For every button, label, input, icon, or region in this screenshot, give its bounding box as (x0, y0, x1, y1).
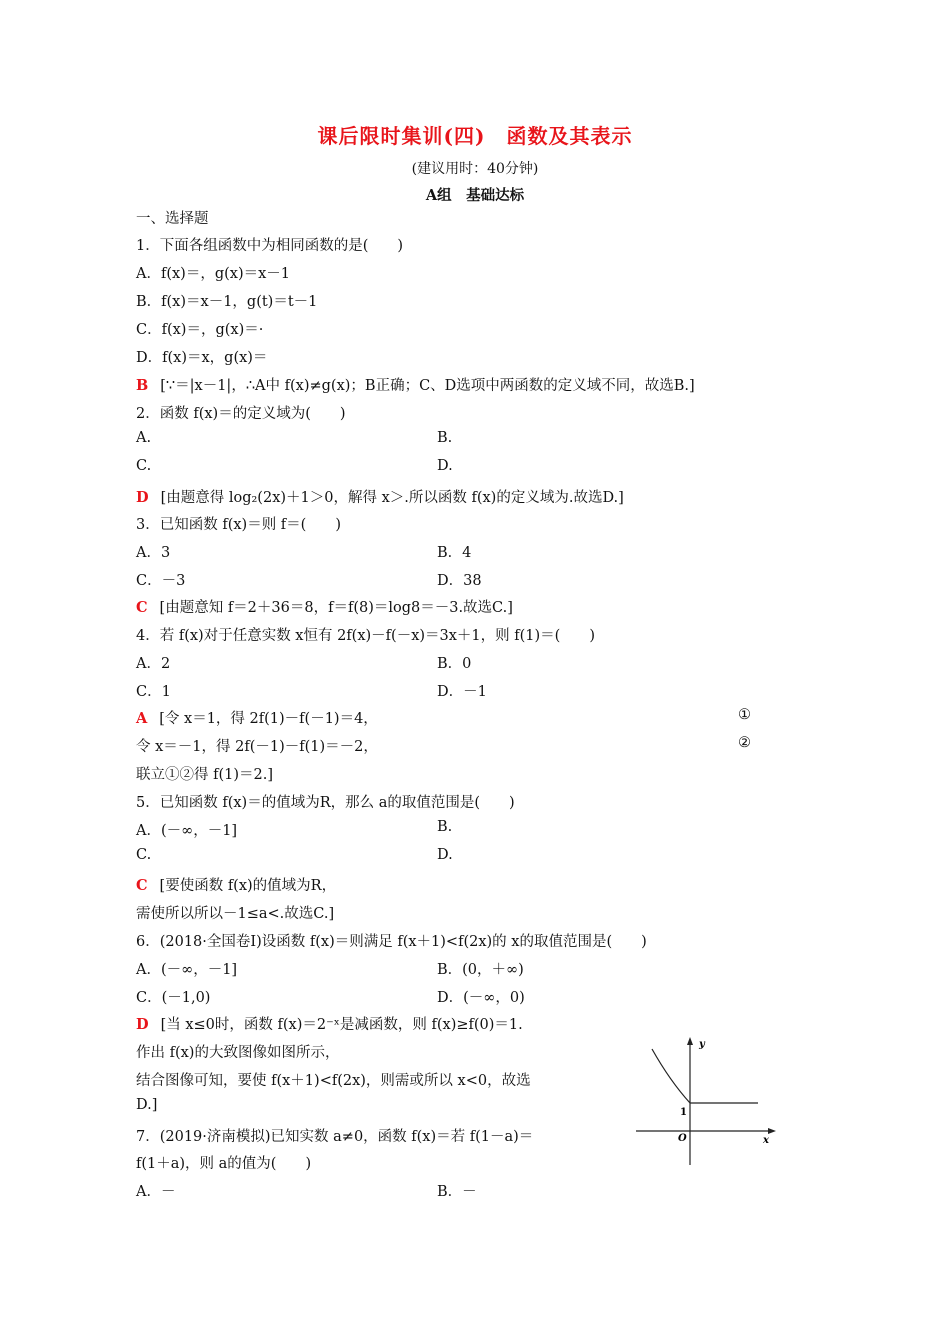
q6-stem: 6．(2018·全国卷Ⅰ)设函数 f(x)＝则满足 f(x＋1)<f(2x)的 x的取值范围是( ) (136, 934, 647, 950)
q6-option-d: D．(－∞，0) (437, 990, 525, 1006)
q3-answer-letter: C (136, 599, 148, 616)
q7-option-a: A．－ (136, 1184, 176, 1200)
function-graph (630, 1035, 780, 1170)
decreasing-curve (652, 1049, 690, 1103)
q3-answer-text: [由题意知 f＝2＋36＝8，f＝f(8)＝log8＝－3.故选C.] (159, 600, 513, 616)
origin-label: O (678, 1133, 687, 1144)
q4-answer-text-1: [令 x＝1，得 2f(1)－f(－1)＝4， (159, 711, 378, 727)
q3-option-a: A．3 (136, 545, 171, 561)
q1-answer (136, 374, 695, 395)
q5-answer-line-1 (136, 874, 336, 895)
q6-answer-line-2: 作出 f(x)的大致图像如图所示， (136, 1045, 340, 1061)
q5-option-a: A．(－∞，－1] (136, 823, 238, 839)
q6-option-c: C．(－1,0) (136, 990, 211, 1006)
q6-answer-line-1 (136, 1013, 523, 1034)
q1-option-b: B．f(x)＝x－1，g(t)＝t－1 (136, 294, 318, 310)
q7-stem-line-1: 7．(2019·济南模拟)已知实数 a≠0，函数 f(x)＝若 f(1－a)＝ (136, 1129, 534, 1145)
q3-option-c: C．－3 (136, 573, 186, 589)
q7-stem-line-2: f(1＋a)，则 a的值为( ) (136, 1156, 312, 1172)
q6-answer-line-4: D.] (136, 1097, 158, 1113)
q5-option-b: B. (437, 819, 453, 835)
q4-answer-line-1 (136, 707, 378, 728)
y-axis-arrow (687, 1037, 693, 1045)
q5-option-c: C. (136, 847, 152, 863)
group-heading: A组 基础达标 (425, 187, 525, 204)
q6-answer-line-3: 结合图像可知，要使 f(x＋1)<f(2x)，则需或所以 x<0，故选 (136, 1073, 531, 1089)
x-axis-arrow (768, 1128, 776, 1134)
y-axis-label: y (699, 1039, 705, 1050)
q5-answer-text-1: [要使函数 f(x)的值域为R， (159, 878, 337, 894)
q6-answer-text-1: [当 x≤0时，函数 f(x)＝2⁻ˣ是减函数，则 f(x)≥f(0)＝1. (160, 1017, 523, 1033)
q5-option-d: D. (437, 847, 453, 863)
q7-option-b: B．－ (437, 1184, 477, 1200)
q3-answer (136, 596, 513, 617)
q2-option-b: B. (437, 430, 453, 446)
x-axis-label: x (763, 1135, 769, 1146)
q6-option-a: A．(－∞，－1] (136, 962, 238, 978)
q2-option-d: D. (437, 458, 453, 474)
q2-stem: 2．函数 f(x)＝的定义域为( ) (136, 406, 346, 422)
q2-option-c: C. (136, 458, 152, 474)
q5-answer-letter: C (136, 877, 148, 894)
q4-option-b: B．0 (437, 656, 472, 672)
q2-answer-text: [由题意得 log₂(2x)＋1＞0，解得 x＞.所以函数 f(x)的定义域为.故选D.] (160, 490, 624, 506)
q3-option-b: B．4 (437, 545, 472, 561)
q1-answer-text: [∵＝|x－1|，∴A中 f(x)≠g(x)；B正确；C、D选项中两函数的定义域不同，故选B.] (160, 378, 695, 394)
q4-answer-line-2: 令 x＝－1，得 2f(－1)－f(1)＝－2， (136, 739, 378, 755)
q1-option-c: C．f(x)＝，g(x)＝· (136, 322, 264, 338)
equation-mark-1: ① (738, 707, 751, 723)
q1-answer-letter: B (136, 377, 149, 394)
q6-option-b: B．(0，＋∞) (437, 962, 524, 978)
equation-mark-2: ② (738, 735, 751, 751)
q4-answer-line-3: 联立①②得 f(1)＝2.] (136, 767, 274, 783)
q1-option-a: A．f(x)＝，g(x)＝x－1 (136, 266, 291, 282)
page-title: 课后限时集训(四) 函数及其表示 (317, 124, 633, 148)
q2-answer-letter: D (136, 489, 149, 506)
q4-option-a: A．2 (136, 656, 171, 672)
q5-answer-line-2: 需使所以所以－1≤a<.故选C.] (136, 906, 335, 922)
value-one-label: 1 (680, 1107, 687, 1118)
q1-stem: 1．下面各组函数中为相同函数的是( ) (136, 238, 404, 254)
q4-option-d: D．－1 (437, 684, 487, 700)
q3-stem: 3．已知函数 f(x)＝则 f＝( ) (136, 517, 341, 533)
q4-stem: 4．若 f(x)对于任意实数 x恒有 2f(x)－f(－x)＝3x＋1，则 f(1)＝( ) (136, 628, 595, 644)
q4-option-c: C．1 (136, 684, 171, 700)
q6-answer-letter: D (136, 1016, 149, 1033)
q4-answer-letter: A (136, 710, 148, 727)
suggested-time: (建议用时：40分钟) (411, 161, 539, 177)
q3-option-d: D．38 (437, 573, 482, 589)
section-heading: 一、选择题 (136, 211, 209, 227)
q2-option-a: A. (136, 430, 152, 446)
q1-option-d: D．f(x)＝x，g(x)＝ (136, 350, 268, 366)
q5-stem: 5．已知函数 f(x)＝的值域为R，那么 a的取值范围是( ) (136, 795, 515, 811)
q2-answer (136, 486, 624, 507)
